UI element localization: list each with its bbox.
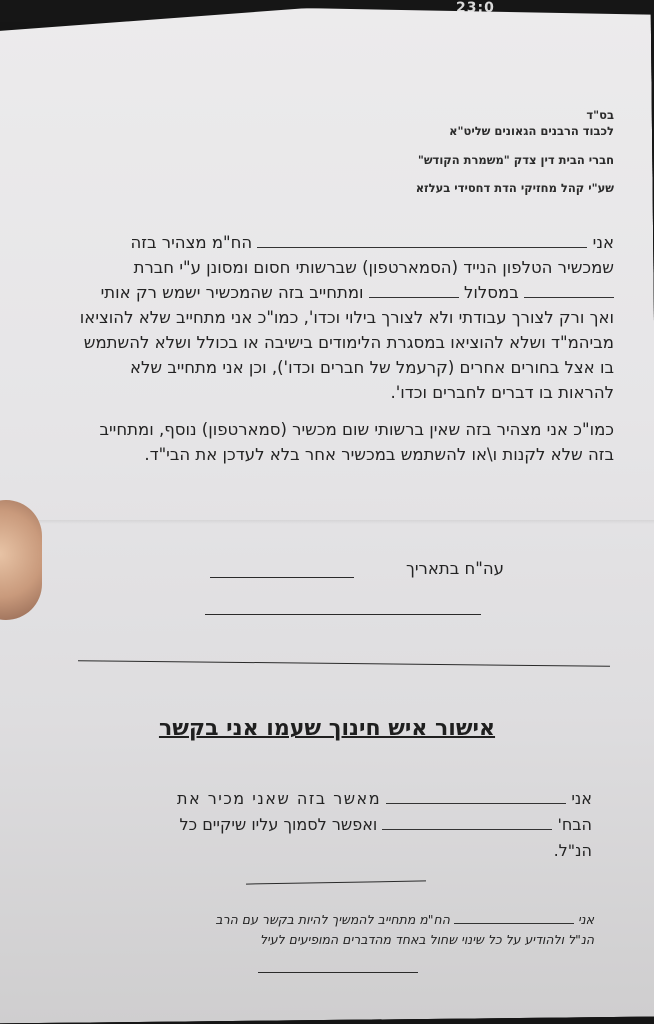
company-field[interactable] bbox=[524, 283, 614, 298]
header-line-4: שע"י קהל מחזיקי הדת דחסידי בעלזא bbox=[415, 181, 614, 195]
commitment-text-1: הח"מ מתחייב להמשיך להיות בקשר עם הרב bbox=[215, 912, 450, 927]
intro-ani: אני bbox=[592, 233, 614, 252]
route-label: במסלול bbox=[464, 283, 519, 302]
educator-name-field[interactable] bbox=[386, 789, 566, 804]
approval-line-1 bbox=[72, 786, 592, 812]
commitment-ani: אני bbox=[577, 912, 594, 927]
phone-text: שמכשיר הטלפון הנייד (הסמארטפון) שברשותי חסום ומסונן ע"י bbox=[179, 258, 614, 277]
header-line-3: חברי הבית דין צדק "משמרת הקודש" bbox=[417, 153, 614, 167]
approval-line-3: הנ"ל. bbox=[553, 841, 592, 860]
commitments-text: שהמכשיר ישמש רק אותי ואך ורק לצורך עבודתי ולא לצורך בילוי וכדו', כמו"כ אני מתחייב שלא להוציאו מביהמ"ד ושלא להוציאו במסגרת הלימודים בישיבה או בכולל ושלא להשתמש בו אצל בחורים אחרים (קרעמל של חברים וכדו'), וכן אני מתחייב שלא להראות בו דברים לחברים וכדו'. bbox=[79, 283, 614, 402]
declaration-paragraph-2: כמו"כ אני מצהיר בזה שאין ברשותי שום מכשיר (סמארטפון) נוסף, ומתחייב בזה שלא לקנות ו\או להשתמש במכשיר אחר בלא לעדכן את הבי"ד. bbox=[99, 420, 614, 464]
sign-date-text: עה"ח בתאריך bbox=[405, 559, 504, 578]
student-label: הבח' bbox=[557, 815, 592, 834]
approval-confirm-text: מאשר בזה שאני מכיר את bbox=[176, 789, 382, 808]
signature-line[interactable] bbox=[205, 614, 481, 615]
sign-date-label bbox=[406, 559, 504, 578]
approval-ani: אני bbox=[571, 789, 592, 808]
commitment-block bbox=[74, 910, 594, 950]
company-label: חברת bbox=[133, 258, 175, 277]
header-line-1: בס"ד bbox=[586, 108, 614, 122]
declares-text: הח"מ מצהיר בזה bbox=[130, 233, 253, 252]
commitment-signature-line[interactable] bbox=[258, 972, 418, 973]
route-field[interactable] bbox=[369, 283, 459, 298]
commitment-line-1 bbox=[74, 910, 594, 930]
commitment-line-2: הנ"ל ולהודיע על כל שינוי שחול באחד מהדברים המופיעים לעיל bbox=[259, 932, 594, 947]
paper-fold bbox=[0, 520, 654, 524]
clock: 23:0 bbox=[456, 0, 495, 16]
approval-line-2 bbox=[72, 812, 592, 838]
thumb bbox=[0, 500, 42, 620]
commits-text: ומתחייב בזה bbox=[278, 283, 364, 302]
approval-title: אישור איש חינוך שעמו אני בקשר bbox=[158, 716, 496, 741]
declaration-paragraph-1 bbox=[74, 230, 614, 405]
commitment-name-field[interactable] bbox=[454, 913, 574, 924]
student-name-field[interactable] bbox=[382, 815, 552, 830]
name-field[interactable] bbox=[257, 233, 587, 248]
declaration-body bbox=[74, 230, 614, 479]
date-field-line[interactable] bbox=[210, 577, 354, 578]
header-line-2: לכבוד הרבנים הגאונים שליט"א bbox=[449, 124, 614, 138]
approval-trust-text: ואפשר לסמוך עליו שיקיים כל bbox=[179, 815, 378, 834]
approval-text bbox=[72, 786, 592, 864]
